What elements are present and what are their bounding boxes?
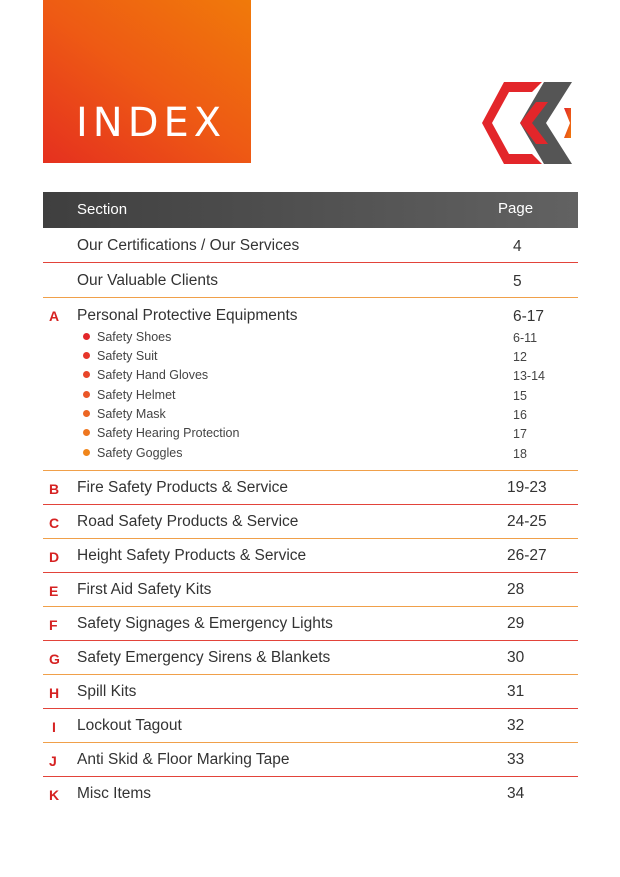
index-row-label: Spill Kits	[77, 683, 137, 700]
bullet-dot-icon	[83, 352, 90, 359]
section-letter: J	[49, 753, 57, 769]
index-row-label: Our Valuable Clients	[77, 272, 219, 289]
subitem: Safety Helmet	[83, 388, 176, 402]
index-row	[43, 263, 578, 298]
page-column-header: Page	[498, 200, 534, 217]
subitem: Safety Shoes	[83, 330, 171, 344]
index-row-label: Misc Items	[77, 785, 152, 802]
index-row-label: Lockout Tagout	[77, 717, 182, 734]
index-header	[43, 192, 578, 228]
index-row	[43, 607, 578, 641]
subitem-page: 16	[513, 408, 527, 422]
index-row	[43, 743, 578, 777]
section-column-header: Section	[77, 201, 128, 218]
index-row-page: 33	[507, 751, 525, 768]
index-list	[43, 228, 578, 811]
index-row-page: 4	[513, 238, 522, 255]
index-row	[43, 709, 578, 743]
index-row	[43, 228, 578, 263]
bullet-dot-icon	[83, 391, 90, 398]
company-logo-icon	[480, 80, 580, 166]
subitem: Safety Mask	[83, 407, 166, 421]
index-row-ppe	[43, 298, 578, 471]
section-letter: I	[52, 719, 56, 735]
index-row-page: 31	[507, 683, 525, 700]
index-row-page: 32	[507, 717, 525, 734]
section-letter: E	[49, 583, 59, 599]
index-row-page: 6-17	[513, 308, 545, 325]
index-row-page: 24-25	[507, 513, 547, 530]
index-row	[43, 675, 578, 709]
page-title: INDEX	[76, 100, 227, 146]
section-letter: A	[49, 308, 60, 324]
subitem-page: 15	[513, 389, 527, 403]
subitem-page: 6-11	[513, 331, 538, 345]
section-letter: K	[49, 787, 60, 803]
index-row-label: Height Safety Products & Service	[77, 547, 307, 564]
section-letter: G	[49, 651, 60, 667]
index-row-label: Anti Skid & Floor Marking Tape	[77, 751, 290, 768]
subitem: Safety Goggles	[83, 446, 182, 460]
bullet-dot-icon	[83, 371, 90, 378]
index-row	[43, 777, 578, 811]
subitem-page: 12	[513, 350, 527, 364]
index-row-page: 28	[507, 581, 525, 598]
subitem: Safety Suit	[83, 349, 157, 363]
subitem: Safety Hand Gloves	[83, 368, 208, 382]
index-row-label: Road Safety Products & Service	[77, 513, 299, 530]
subitem-page: 18	[513, 447, 527, 461]
index-row-label: Safety Emergency Sirens & Blankets	[77, 649, 331, 666]
subitem-page: 13-14	[513, 369, 545, 383]
bullet-dot-icon	[83, 429, 90, 436]
index-row-page: 29	[507, 615, 525, 632]
index-row-label: Personal Protective Equipments	[77, 307, 298, 324]
section-letter: B	[49, 481, 60, 497]
index-row-page: 34	[507, 785, 525, 802]
index-row-label: Our Certifications / Our Services	[77, 237, 300, 254]
bullet-dot-icon	[83, 410, 90, 417]
index-row	[43, 505, 578, 539]
index-row-label: First Aid Safety Kits	[77, 581, 212, 598]
index-row	[43, 641, 578, 675]
section-letter: D	[49, 549, 60, 565]
index-row-page: 5	[513, 273, 522, 290]
section-letter: C	[49, 515, 60, 531]
index-row-label: Fire Safety Products & Service	[77, 479, 289, 496]
bullet-dot-icon	[83, 333, 90, 340]
section-letter: F	[49, 617, 58, 633]
index-row	[43, 573, 578, 607]
subitem: Safety Hearing Protection	[83, 426, 239, 440]
index-row	[43, 471, 578, 505]
index-row-label: Safety Signages & Emergency Lights	[77, 615, 333, 632]
section-letter: H	[49, 685, 60, 701]
index-row-page: 19-23	[507, 479, 547, 496]
bullet-dot-icon	[83, 449, 90, 456]
index-row-page: 26-27	[507, 547, 547, 564]
subitem-page: 17	[513, 427, 527, 441]
index-row	[43, 539, 578, 573]
index-row-page: 30	[507, 649, 525, 666]
